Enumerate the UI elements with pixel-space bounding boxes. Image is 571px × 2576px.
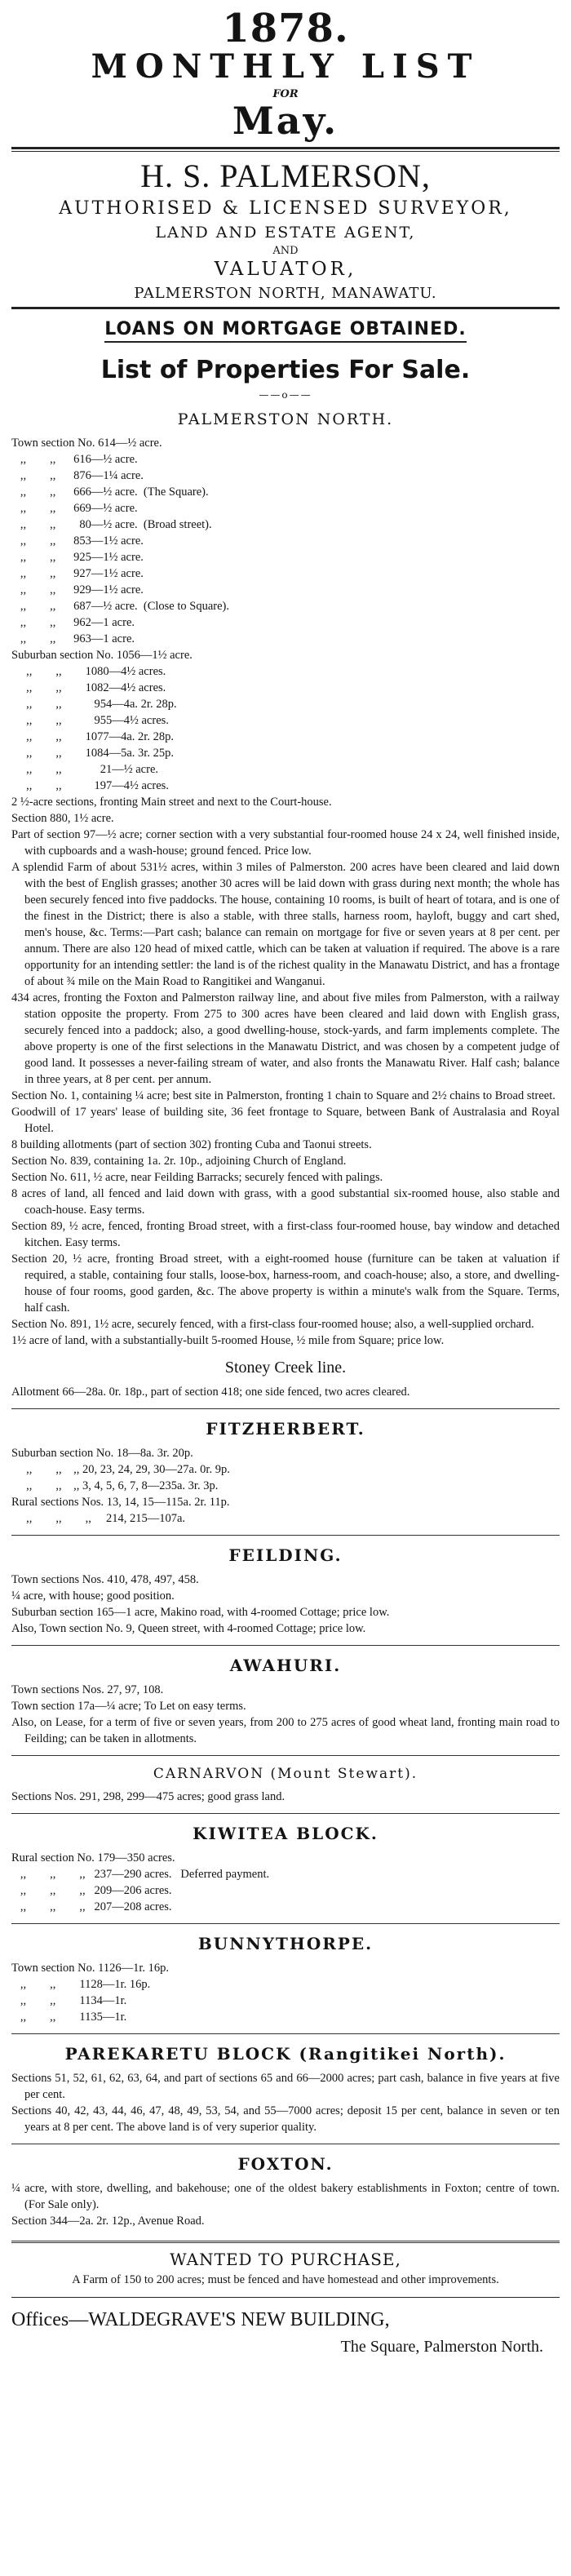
- footer-rule: [11, 2241, 560, 2243]
- section-title-parekaretu: PAREKARETU BLOCK (Rangitikei North).: [64, 2043, 507, 2064]
- listing-paragraph: Suburban section 165—1 acre, Makino road, with 4-roomed Cottage; price low.: [11, 1605, 390, 1619]
- foxton-listings: [11, 2180, 560, 2229]
- lot-line: ,, ,, 925—1½ acre.: [11, 550, 144, 564]
- lot-line: Rural section No. 179—350 acres.: [11, 1851, 175, 1864]
- carnarvon-listings: [11, 1789, 560, 1805]
- listing-paragraph: ¼ acre, with store, dwelling, and bakehouse; one of the oldest bakery establishments in Foxton; centre of town. (For Sale only).: [11, 2181, 560, 2211]
- lot-line: ,, ,, ,, 20, 23, 24, 29, 30—27a. 0r. 9p.: [11, 1462, 230, 1476]
- lot-line: Rural sections Nos. 13, 14, 15—115a. 2r. 11p.: [11, 1495, 230, 1509]
- lot-line: ,, ,, ,, 3, 4, 5, 6, 7, 8—235a. 3r. 3p.: [11, 1479, 219, 1492]
- lot-line: ,, ,, 876—1¼ acre.: [11, 468, 144, 482]
- lot-line: ,, ,, 963—1 acre.: [11, 632, 135, 645]
- and-label: AND: [272, 244, 299, 257]
- lot-line: ,, ,, 1077—4a. 2r. 28p.: [11, 729, 174, 743]
- feilding-listings: [11, 1572, 560, 1637]
- divider: [11, 1535, 560, 1536]
- listing-paragraph: Town sections Nos. 410, 478, 497, 458.: [11, 1572, 199, 1586]
- listing-paragraph: Also, on Lease, for a term of five or seven years, from 200 to 275 acres of good wheat land, fronting main road to Feilding; can be taken in allotments.: [11, 1715, 560, 1745]
- lot-line: ,, ,, ,, 214, 215—107a.: [11, 1511, 186, 1525]
- divider: [11, 1923, 560, 1924]
- wanted-heading: WANTED TO PURCHASE,: [170, 2249, 401, 2269]
- loans-rule: [11, 307, 560, 309]
- year-heading: 1878.: [222, 6, 349, 51]
- listing-paragraph: 1½ acre of land, with a substantially-built 5-roomed House, ½ mile from Square; price low.: [11, 1333, 445, 1347]
- listing-paragraph: 434 acres, fronting the Foxton and Palmerston railway line, and about five miles from Palmerston, with a railway station opposite the property. From 275 to 300 acres have been cleared and laid down with English grass, securely fenced into a paddock; also, a good dwelling-house, stock-yards, and farm implements complete. The above property is one of the first selections in the Manawatu District, and was chosen by a competent judge of good land. It possesses a never-failing stream of water, and also fronts the Manawatu River. Half cash; balance in three years, at 8 per cent. per annum.: [11, 991, 560, 1086]
- lot-line: ,, ,, 1080—4½ acres.: [11, 664, 166, 678]
- monthly-list-heading: MONTHLY LIST: [91, 47, 480, 86]
- listing-paragraph: Town sections Nos. 27, 97, 108.: [11, 1683, 164, 1696]
- agent-land-estate: LAND AND ESTATE AGENT,: [155, 223, 416, 242]
- lot-line: ,, ,, 669—½ acre.: [11, 501, 138, 515]
- listing-paragraph: 8 acres of land, all fenced and laid down with grass, with a good substantial six-roomed house, also stable and coach-house. Easy terms.: [11, 1186, 560, 1217]
- section-title-fitzherbert: FITZHERBERT.: [206, 1418, 365, 1439]
- listing-paragraph: Section No. 1, containing ¼ acre; best site in Palmerston, fronting 1 chain to Square and 2½ chains to Broad street.: [11, 1088, 556, 1102]
- listing-paragraph: Goodwill of 17 years' lease of building site, 36 feet frontage to Square, between Bank of Australasia and Royal Hotel.: [11, 1105, 560, 1135]
- listing-paragraph: ¼ acre, with house; good position.: [11, 1589, 175, 1603]
- listing-paragraph: Section 344—2a. 2r. 12p., Avenue Road.: [11, 2214, 205, 2228]
- lot-line: ,, ,, 197—4½ acres.: [11, 778, 169, 792]
- divider: [11, 1755, 560, 1756]
- listing-paragraph: 2 ½-acre sections, fronting Main street and next to the Court-house.: [11, 795, 332, 809]
- lot-line: ,, ,, 853—1½ acre.: [11, 534, 144, 548]
- fitzherbert-listings: [11, 1445, 560, 1527]
- header-rule: [11, 147, 560, 149]
- agent-name: H. S. PALMERSON,: [140, 157, 431, 194]
- listing-paragraph: Section 880, 1½ acre.: [11, 811, 114, 825]
- agent-title: AUTHORISED & LICENSED SURVEYOR,: [59, 197, 512, 219]
- lot-line: ,, ,, ,, 209—206 acres.: [11, 1883, 172, 1897]
- divider: [11, 1408, 560, 1409]
- bunnythorpe-listings: [11, 1960, 560, 2025]
- agent-town: PALMERSTON NORTH, MANAWATU.: [134, 284, 437, 302]
- lot-line: ,, ,, 616—½ acre.: [11, 452, 138, 466]
- section-title-feilding: FEILDING.: [228, 1545, 343, 1565]
- lot-line: ,, ,, 80—½ acre. (Broad street).: [11, 517, 212, 531]
- agent-valuator: VALUATOR,: [214, 258, 357, 280]
- divider: [11, 1645, 560, 1646]
- listing-paragraph: Sections 40, 42, 43, 44, 46, 47, 48, 49, 53, 54, and 55—7000 acres; deposit 15 per cent, balance in seven or ten years at 8 per cent. The above land is of very superior quality.: [11, 2104, 560, 2134]
- listing-paragraph: Section No. 611, ½ acre, near Feilding Barracks; securely fenced with palings.: [11, 1170, 383, 1184]
- listing-paragraph: Allotment 66—28a. 0r. 18p., part of section 418; one side fenced, two acres cleared.: [11, 1385, 410, 1399]
- loans-heading: LOANS ON MORTGAGE OBTAINED.: [104, 319, 467, 343]
- parekaretu-listings: [11, 2070, 560, 2135]
- lot-line: Suburban section No. 18—8a. 3r. 20p.: [11, 1446, 193, 1460]
- palmerston-listings: [11, 435, 560, 1349]
- lot-line: ,, ,, 1084—5a. 3r. 25p.: [11, 746, 174, 760]
- lot-line: ,, ,, 954—4a. 2r. 28p.: [11, 697, 177, 711]
- listing-paragraph: Town section 17a—¼ acre; To Let on easy terms.: [11, 1699, 246, 1713]
- section-title-foxton: FOXTON.: [237, 2153, 334, 2174]
- listing-paragraph: Section 20, ½ acre, fronting Broad street, with a eight-roomed house (furniture can be taken at valuation if required, a stable, containing four stalls, loose-box, harness-room, and coach-house; also, a store, and dwelling-house of four rooms, good garden, &c. The above property is within a minute's walk from the Square. Terms, half cash.: [11, 1252, 560, 1315]
- lot-line: ,, ,, ,, 207—208 acres.: [11, 1900, 172, 1913]
- offices-address: The Square, Palmerston North.: [340, 2337, 543, 2356]
- offices-line: Offices—WALDEGRAVE'S NEW BUILDING,: [11, 2308, 390, 2330]
- stoney-creek-listings: [11, 1384, 560, 1400]
- lot-line: ,, ,, ,, 237—290 acres. Deferred payment.: [11, 1867, 270, 1881]
- list-heading: List of Properties For Sale.: [100, 355, 471, 384]
- month-heading: May.: [232, 99, 339, 144]
- listing-paragraph: Part of section 97—½ acre; corner section with a very substantial four-roomed house 24 x 24, well finished inside, with cupboards and a wash-house; ground fenced. Price low.: [11, 827, 560, 858]
- listing-paragraph: Sections Nos. 291, 298, 299—475 acres; good grass land.: [11, 1789, 286, 1803]
- for-label: FOR: [272, 88, 299, 101]
- wanted-text: A Farm of 150 to 200 acres; must be fenced and have homestead and other improvements.: [72, 2272, 499, 2286]
- lot-line: ,, ,, 1128—1r. 16p.: [11, 1977, 151, 1991]
- listing-paragraph: A splendid Farm of about 531½ acres, within 3 miles of Palmerston. 200 acres have been cleared and laid down with the best of English grasses; another 30 acres will be laid down with grass during next month; the whole has been securely fenced into five paddocks. The house, containing 10 rooms, is built of heart of totara, and is one of the finest in the District; there is also a stable, with three stalls, harness room, hayloft, buggy and cart shed, men's house, &c. Terms:—Part cash; balance can remain on mortgage for five or seven years at 8 per cent. per annum. There are also 120 head of mixed cattle, which can be taken at valuation if required. The above is a rare opportunity for an intending settler: the land is of the richest quality in the Manawatu District, and has a frontage of about ¾ mile on the Main Road to Rangitikei and Wanganui.: [11, 860, 560, 988]
- lot-line: ,, ,, 955—4½ acres.: [11, 713, 169, 727]
- footer-rule-thin: [11, 2297, 560, 2298]
- awahuri-listings: [11, 1682, 560, 1747]
- lot-line: ,, ,, 1135—1r.: [11, 2010, 127, 2024]
- lot-line: Town section No. 1126—1r. 16p.: [11, 1961, 169, 1975]
- section-title-palmerston: PALMERSTON NORTH.: [177, 410, 394, 428]
- lot-line: ,, ,, 1082—4½ acres.: [11, 681, 166, 694]
- header-rule-thin: [11, 151, 560, 152]
- listing-paragraph: Also, Town section No. 9, Queen street, with 4-roomed Cottage; price low.: [11, 1621, 366, 1635]
- listing-paragraph: Sections 51, 52, 61, 62, 63, 64, and part of sections 65 and 66—2000 acres; part cash, balance in five years at five per cent.: [11, 2071, 560, 2101]
- lot-line: ,, ,, 962—1 acre.: [11, 615, 135, 629]
- section-title-bunnythorpe: BUNNYTHORPE.: [197, 1933, 374, 1953]
- lot-line: ,, ,, 666—½ acre. (The Square).: [11, 485, 209, 499]
- section-title-kiwitea: KIWITEA BLOCK.: [193, 1823, 378, 1843]
- lot-line: ,, ,, 687—½ acre. (Close to Square).: [11, 599, 229, 613]
- lot-line: ,, ,, 929—1½ acre.: [11, 583, 144, 596]
- lot-line: Town section No. 614—½ acre.: [11, 436, 162, 450]
- listing-paragraph: Section No. 839, containing 1a. 2r. 10p., adjoining Church of England.: [11, 1154, 347, 1168]
- listing-paragraph: Section No. 891, 1½ acre, securely fenced, with a first-class four-roomed house; also, a well-supplied orchard.: [11, 1317, 534, 1331]
- section-title-stoney-creek: Stoney Creek line.: [224, 1358, 347, 1377]
- listing-paragraph: 8 building allotments (part of section 302) fronting Cuba and Taonui streets.: [11, 1137, 372, 1151]
- lot-line: ,, ,, 21—½ acre.: [11, 762, 159, 776]
- kiwitea-listings: [11, 1850, 560, 1915]
- divider: [11, 1813, 560, 1814]
- lot-line: ,, ,, 927—1½ acre.: [11, 566, 144, 580]
- ornament-divider: ——o——: [259, 388, 312, 401]
- listing-paragraph: Section 89, ½ acre, fenced, fronting Broad street, with a first-class four-roomed house, bay window and detached kitchen. Easy terms.: [11, 1219, 560, 1249]
- section-title-awahuri: AWAHURI.: [229, 1655, 342, 1675]
- lot-line: ,, ,, 1134—1r.: [11, 1993, 127, 2007]
- divider: [11, 2033, 560, 2034]
- section-title-carnarvon: CARNARVON (Mount Stewart).: [153, 1765, 418, 1782]
- lot-line: Suburban section No. 1056—1½ acre.: [11, 648, 193, 662]
